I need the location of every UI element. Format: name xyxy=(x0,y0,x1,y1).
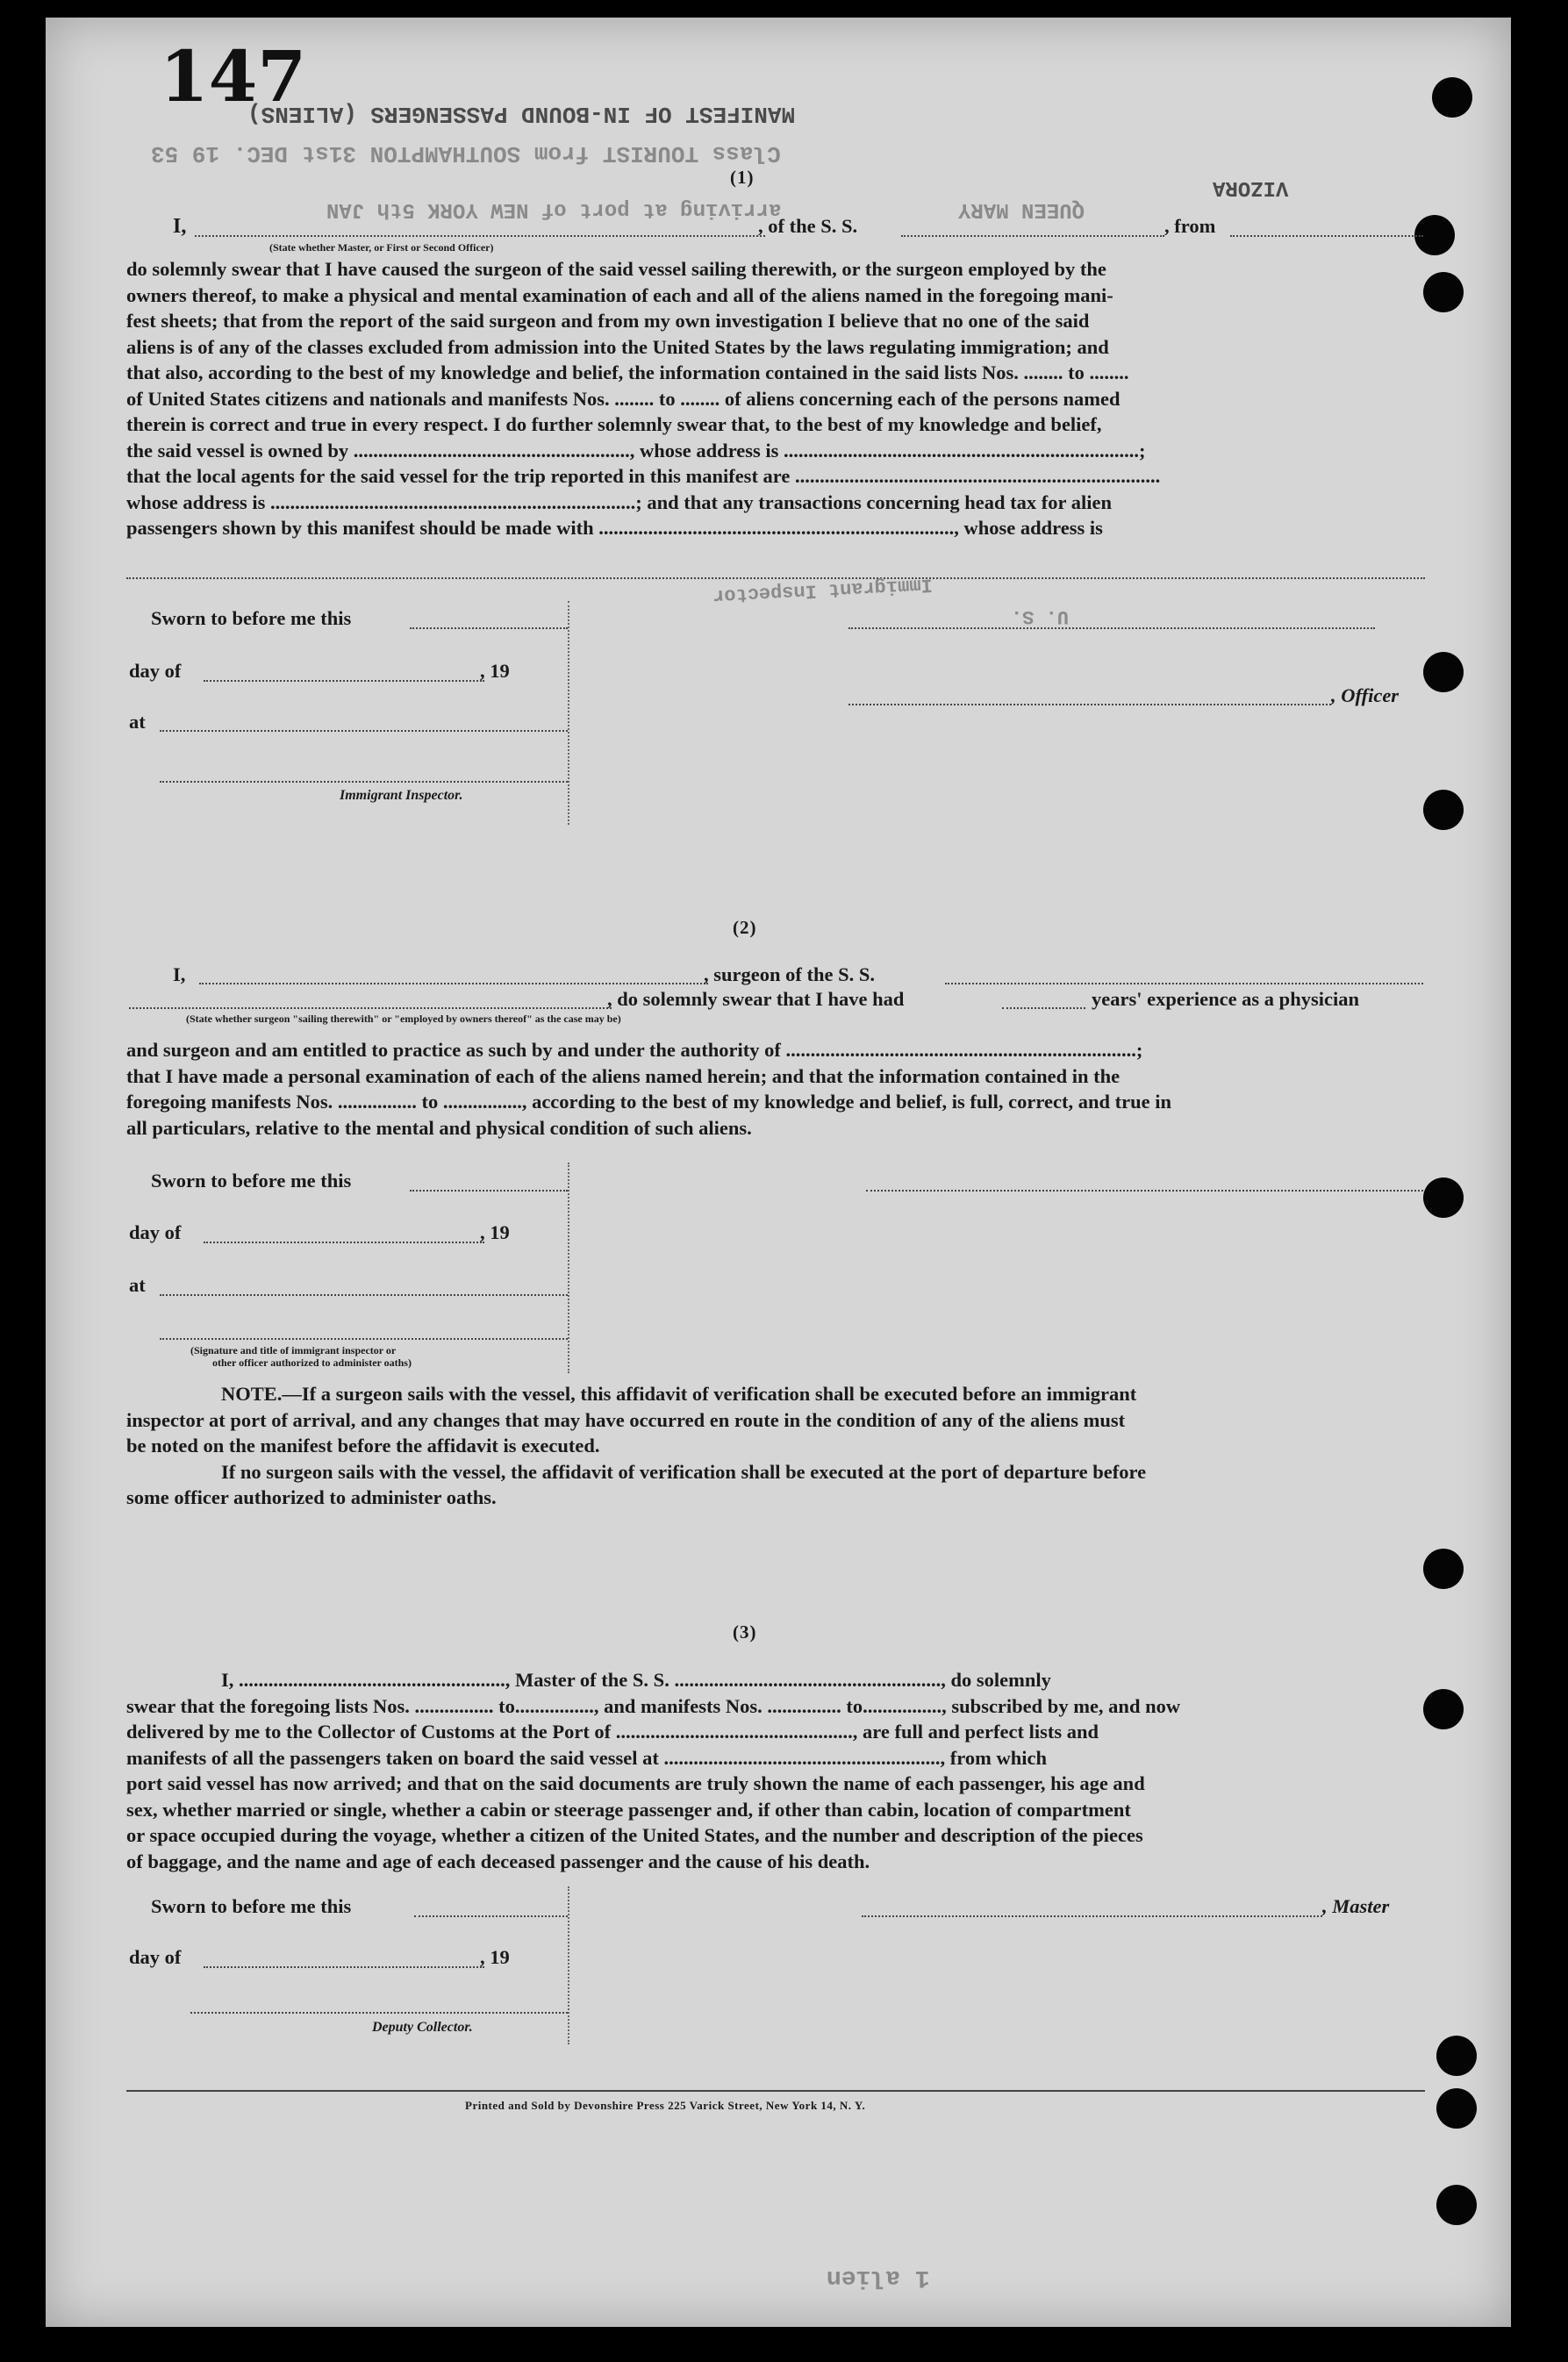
s1-name-line xyxy=(195,235,765,237)
s1-line: aliens is of any of the classes excluded from admission into the United States by the laws regulating immigration; and xyxy=(126,335,1109,358)
s1-line: fest sheets; that from the report of the said surgeon and from my own investigation I believe that no one of the said xyxy=(126,310,1090,332)
s2-years-line xyxy=(1002,1007,1085,1009)
s1-officer-label: , Officer xyxy=(1331,684,1400,706)
s1-day-of-label: day of xyxy=(129,660,182,682)
s3-line: manifests of all the passengers taken on board the said vessel at ........................................................, from which xyxy=(126,1746,1047,1769)
s1-line: owners thereof, to make a physical and mental examination of each and all of the aliens named in the foregoing mani- xyxy=(126,283,1113,306)
s3-line: I, ......................................................, Master of the S. S. ......................................................, do solemnly xyxy=(221,1669,1051,1691)
s1-of-ss-label: , of the S. S. xyxy=(758,215,858,237)
s2-i-label: I, xyxy=(173,963,186,985)
s2-divider xyxy=(568,1163,569,1373)
s3-master-line xyxy=(862,1915,1322,1917)
s1-day-line xyxy=(204,680,484,682)
s1-body xyxy=(126,256,1425,541)
s1-inspector-line xyxy=(160,781,568,783)
manifest-page xyxy=(46,18,1511,2327)
s1-inspector-caption: Immigrant Inspector. xyxy=(340,788,463,803)
punch-hole xyxy=(1423,1177,1464,1218)
section-1-number: (1) xyxy=(730,167,755,188)
mirrored-class-line: Class TOURIST from SOUTHAMPTON 31st DEC. 19 53 xyxy=(151,140,781,167)
punch-hole xyxy=(1436,2088,1477,2129)
s2-note-line: inspector at port of arrival, and any changes that may have occurred en route in the condition of any of the aliens must xyxy=(126,1408,1126,1431)
s2-name-line xyxy=(199,983,708,984)
s3-line: sex, whether married or single, whether a cabin or steerage passenger and, if other than cabin, location of compartment xyxy=(126,1798,1131,1821)
s2-line: foregoing manifests Nos. ................ to ................, according to the best of my knowledge and belief, is full, correct, and true in xyxy=(126,1091,1171,1113)
s1-officer-line-top xyxy=(848,627,1375,629)
mirrored-title: MANIFEST OF IN-BOUND PASSENGERS (ALIENS) xyxy=(247,101,796,127)
s3-line: or space occupied during the voyage, whether a citizen of the United States, and the number and description of the pieces xyxy=(126,1824,1143,1846)
s2-sworn-label: Sworn to before me this xyxy=(151,1170,352,1192)
s1-state-note: (State whether Master, or First or Second Officer) xyxy=(269,241,494,254)
s3-sworn-line xyxy=(414,1915,568,1917)
s3-deputy-caption: Deputy Collector. xyxy=(372,2020,473,2035)
punch-hole xyxy=(1423,652,1464,692)
punch-hole xyxy=(1423,1549,1464,1589)
s2-year-label: , 19 xyxy=(480,1221,510,1243)
s2-state-line xyxy=(129,1007,612,1009)
s2-note-line: be noted on the manifest before the affidavit is executed. xyxy=(126,1435,600,1457)
s2-inspector-line xyxy=(160,1338,568,1340)
s1-year-label: , 19 xyxy=(480,660,510,682)
s1-from-line xyxy=(1230,235,1423,237)
s3-line: delivered by me to the Collector of Customs at the Port of ................................................, are full and perfect lists and xyxy=(126,1721,1099,1743)
s1-end-line xyxy=(126,577,1425,579)
s3-sworn-label: Sworn to before me this xyxy=(151,1895,352,1917)
s3-line: of baggage, and the name and age of each deceased passenger and the cause of his death. xyxy=(126,1850,870,1872)
footer-rule xyxy=(126,2090,1425,2092)
s1-from-label: , from xyxy=(1164,215,1216,237)
s1-line: the said vessel is owned by ........................................................, whose address is ........................................................................; xyxy=(126,439,1146,462)
punch-hole xyxy=(1423,790,1464,830)
s3-year-label: , 19 xyxy=(480,1946,510,1968)
s2-at-line xyxy=(160,1294,568,1296)
punch-hole xyxy=(1436,2185,1477,2225)
s2-note xyxy=(126,1381,1425,1511)
mirrored-bottom-note: 1 alien xyxy=(827,2264,930,2291)
s3-divider xyxy=(568,1886,569,2044)
s1-line: therein is correct and true in every respect. I do further solemnly swear that, to the best of my knowledge and belief, xyxy=(126,413,1102,435)
s1-divider xyxy=(568,601,569,825)
s3-deputy-line xyxy=(190,2012,568,2014)
mirrored-us-stamp: U. S. xyxy=(1011,605,1070,627)
s2-surgeon-label: , surgeon of the S. S. xyxy=(704,963,876,985)
punch-hole xyxy=(1423,1689,1464,1729)
mirrored-extra: VIZORA xyxy=(1213,175,1289,199)
s3-day-line xyxy=(204,1966,484,1968)
s2-vessel-line xyxy=(945,983,1423,984)
mirrored-inspector-stamp: Immigrant Inspector xyxy=(712,573,934,607)
s2-at-label: at xyxy=(129,1274,146,1296)
printer-imprint: Printed and Sold by Devonshire Press 225 Varick Street, New York 14, N. Y. xyxy=(465,2099,866,2112)
s2-line: and surgeon and am entitled to practice as such by and under the authority of .......................................................................; xyxy=(126,1039,1143,1061)
s2-line: that I have made a personal examination of each of the aliens named herein; and that the information contained in the xyxy=(126,1064,1121,1087)
s1-at-label: at xyxy=(129,711,146,733)
s2-note-line: If no surgeon sails with the vessel, the affidavit of verification shall be executed at the port of departure before xyxy=(221,1460,1147,1483)
s2-years-label: years' experience as a physician xyxy=(1092,988,1359,1010)
s1-line: that the local agents for the said vessel for the trip reported in this manifest are .......................................................................... xyxy=(126,465,1161,487)
s2-signature-line xyxy=(866,1190,1423,1192)
s2-state-note: (State whether surgeon "sailing therewith" or "employed by owners thereof" as the case may be) xyxy=(186,1013,621,1025)
s1-at-line xyxy=(160,730,568,732)
s3-line: swear that the foregoing lists Nos. ................ to................, and manifests Nos. ............... to................, subscribed by me, and now xyxy=(126,1694,1181,1717)
s1-i-label: I, xyxy=(173,215,187,238)
section-2-number: (2) xyxy=(733,917,757,938)
s1-line: whose address is ..........................................................................; and that any transactions concerning head tax for alien xyxy=(126,490,1112,513)
punch-hole xyxy=(1423,272,1464,312)
s3-master-label: , Master xyxy=(1322,1895,1390,1917)
s2-swear-label: , do solemnly swear that I have had xyxy=(607,988,905,1010)
s2-sworn-line xyxy=(410,1190,568,1192)
s2-note-line: NOTE.—If a surgeon sails with the vessel, this affidavit of verification shall be executed before an immigrant xyxy=(221,1383,1137,1405)
s1-line: that also, according to the best of my knowledge and belief, the information contained in the said lists Nos. ........ to ........ xyxy=(126,361,1129,383)
s1-vessel-line xyxy=(901,235,1164,237)
s2-day-line xyxy=(204,1242,484,1243)
s1-line: of United States citizens and nationals and manifests Nos. ........ to ........ of aliens concerning each of the persons named xyxy=(126,387,1121,410)
s3-body xyxy=(126,1667,1425,1874)
s2-signature-caption-2: other officer authorized to administer oaths) xyxy=(212,1356,412,1369)
s1-sworn-label: Sworn to before me this xyxy=(151,607,352,629)
section-3-number: (3) xyxy=(733,1621,757,1643)
s2-line: all particulars, relative to the mental and physical condition of such aliens. xyxy=(126,1116,752,1139)
handwritten-page-number: 147 xyxy=(160,35,306,118)
s3-day-of-label: day of xyxy=(129,1946,182,1968)
punch-hole xyxy=(1432,77,1472,118)
s2-body xyxy=(126,1037,1425,1141)
mirrored-arriving-line: arriving at port of NEW YORK 5th JAN xyxy=(326,197,782,221)
s1-sworn-line xyxy=(410,627,568,629)
s2-note-line: some officer authorized to administer oaths. xyxy=(126,1486,497,1508)
s2-day-of-label: day of xyxy=(129,1221,182,1243)
s2-signature-caption-1: (Signature and title of immigrant inspector or xyxy=(190,1344,397,1356)
s1-line: do solemnly swear that I have caused the surgeon of the said vessel sailing therewith, or the surgeon employed by the xyxy=(126,258,1106,280)
s1-officer-line xyxy=(848,704,1331,705)
s3-line: port said vessel has now arrived; and that on the said documents are truly shown the name of each passenger, his age and xyxy=(126,1772,1145,1794)
mirrored-vessel: QUEEN MARY xyxy=(958,197,1085,221)
punch-hole xyxy=(1436,2036,1477,2076)
s1-line: passengers shown by this manifest should be made with ........................................................................, whose address is xyxy=(126,517,1103,539)
